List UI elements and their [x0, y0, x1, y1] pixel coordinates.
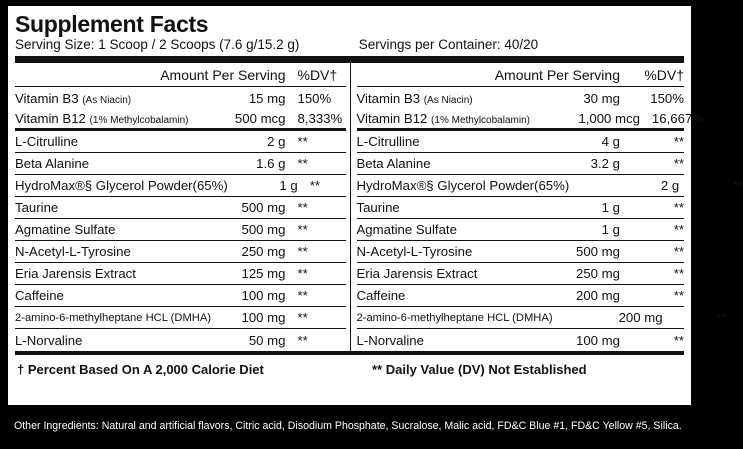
ingredient-row	[15, 131, 346, 153]
ingredient-name: Eria Jarensis Extract	[356, 266, 478, 281]
dv-value: **	[297, 332, 308, 348]
ingredient-name: Agmatine Sulfate	[356, 222, 457, 237]
ingredient-row	[357, 329, 685, 351]
ingredient-row	[357, 197, 685, 219]
dv-note: ** Daily Value (DV) Not Established	[372, 361, 587, 377]
ingredient-name: Caffeine	[15, 288, 64, 303]
ingredient-name: L-Norvaline	[356, 332, 424, 348]
dv-value: **	[673, 244, 684, 259]
vitamin-row	[15, 87, 346, 109]
dv-value: **	[297, 156, 308, 171]
dv-value: **	[716, 310, 727, 325]
column-one-scoop	[15, 63, 350, 351]
supplement-facts-panel	[8, 6, 743, 405]
ingredient-row	[356, 175, 743, 197]
ingredient-row	[15, 329, 346, 351]
nutrient-name-text: Vitamin B3	[356, 90, 421, 106]
dv-value: **	[673, 156, 684, 171]
ingredient-name: N-Acetyl-L-Tyrosine	[15, 244, 131, 259]
nutrient-form: (1% Methylcobalamin)	[89, 115, 189, 126]
nutrient-form: (1% Methylcobalamin)	[431, 115, 530, 126]
ingredient-row	[15, 241, 346, 263]
nutrient-form: (As Niacin)	[423, 94, 473, 106]
ingredient-row	[357, 285, 685, 307]
facts-table	[15, 63, 743, 351]
amount-value: 3.2 g	[590, 156, 620, 171]
dv-value: **	[732, 178, 743, 193]
dv-value: **	[297, 244, 308, 259]
ingredient-name: HydroMax®§ Glycerol Powder(65%)	[15, 178, 228, 193]
percent-note: † Percent Based On A 2,000 Calorie Diet	[17, 361, 264, 377]
ingredient-name: 2-amino-6-methylheptane HCL (DMHA)	[356, 311, 553, 324]
dv-value: **	[297, 310, 308, 325]
ingredient-row	[357, 219, 685, 241]
vitamin-row	[357, 87, 685, 109]
dv-header: %DV†	[644, 66, 684, 83]
nutrient-name-text: Vitamin B3	[15, 90, 79, 106]
serving-info	[15, 36, 684, 54]
dv-value: **	[673, 332, 684, 348]
vitamin-row	[356, 109, 704, 131]
amount-value: 100 mg	[576, 332, 620, 348]
dv-value: **	[673, 266, 684, 281]
amount-per-serving-header: Amount Per Serving	[494, 66, 620, 83]
amount-value: 2 g	[660, 178, 680, 193]
header-row	[357, 63, 685, 87]
dv-value: **	[673, 200, 684, 215]
ingredient-name: Beta Alanine	[15, 156, 90, 171]
dv-value: **	[297, 288, 308, 303]
ingredient-row	[15, 307, 346, 329]
dv-value: **	[297, 266, 308, 281]
nutrient-form: (As Niacin)	[82, 94, 132, 106]
nutrient-name-text: Vitamin B12	[15, 111, 86, 126]
amount-value: 15 mg	[248, 90, 286, 106]
dv-header: %DV†	[297, 66, 338, 83]
amount-value: 1 g	[601, 222, 620, 237]
dv-value: **	[297, 134, 308, 149]
ingredient-name: L-Norvaline	[15, 332, 83, 348]
nutrient-name	[357, 91, 511, 106]
dv-value: **	[309, 178, 320, 193]
amount-value: 200 mg	[618, 310, 663, 325]
amount-value: 30 mg	[583, 90, 620, 106]
dv-value: **	[673, 288, 684, 303]
header-row	[15, 63, 346, 87]
amount-value: 500 mg	[241, 200, 286, 215]
ingredient-row	[15, 263, 346, 285]
vitamin-row	[15, 109, 346, 131]
thick-divider	[15, 56, 684, 63]
amount-per-serving-header: Amount Per Serving	[160, 66, 286, 83]
ingredient-row	[357, 153, 685, 175]
ingredient-name: HydroMax®§ Glycerol Powder(65%)	[356, 178, 570, 193]
dv-value: **	[297, 200, 308, 215]
nutrient-name	[15, 91, 216, 106]
ingredient-name: L-Citrulline	[356, 134, 420, 149]
amount-value: 1,000 mcg	[578, 111, 640, 126]
ingredient-name: Beta Alanine	[356, 156, 431, 171]
dv-value: **	[673, 222, 684, 237]
dv-value: 16,667%	[651, 111, 704, 126]
panel-title: Supplement Facts	[15, 11, 209, 37]
ingredient-row	[15, 153, 346, 175]
amount-value: 4 g	[601, 134, 620, 149]
amount-value: 1.6 g	[256, 156, 286, 171]
nutrient-name	[15, 111, 216, 126]
amount-value: 500 mg	[576, 244, 620, 259]
dv-value: **	[673, 134, 684, 149]
other-ingredients: Other Ingredients: Natural and artificial flavors, Citric acid, Disodium Phosphate, Sucralose, Malic acid, FD&C Blue #1, FD&C Yellow #5, Silica.	[14, 420, 682, 432]
footnotes	[15, 355, 684, 383]
ingredient-name: 2-amino-6-methylheptane HCL (DMHA)	[15, 311, 212, 324]
amount-value: 250 mg	[576, 266, 620, 281]
ingredient-name: Taurine	[356, 200, 400, 215]
ingredient-row	[357, 263, 685, 285]
ingredient-name: Eria Jarensis Extract	[15, 266, 136, 281]
amount-value: 1 g	[279, 178, 298, 193]
dv-value: 150%	[650, 90, 684, 106]
amount-value: 500 mg	[241, 222, 286, 237]
ingredient-row	[357, 241, 685, 263]
ingredient-row	[15, 219, 346, 241]
amount-value: 200 mg	[576, 288, 620, 303]
ingredient-name: Caffeine	[356, 288, 406, 303]
serving-size: Serving Size: 1 Scoop / 2 Scoops (7.6 g/15.2 g)	[15, 37, 300, 52]
ingredient-row	[15, 285, 346, 307]
servings-per-container: Servings per Container: 40/20	[358, 37, 539, 52]
amount-value: 125 mg	[241, 266, 286, 281]
amount-value: 50 mg	[248, 332, 286, 348]
amount-value: 1 g	[601, 200, 620, 215]
amount-value: 2 g	[267, 134, 286, 149]
ingredient-row	[357, 131, 685, 153]
amount-value: 500 mcg	[234, 111, 286, 126]
ingredient-name: L-Citrulline	[15, 134, 79, 149]
amount-value: 250 mg	[241, 244, 286, 259]
ingredient-name: Taurine	[15, 200, 59, 215]
amount-value: 100 mg	[241, 288, 286, 303]
dv-value: 150%	[297, 90, 332, 106]
ingredient-row	[356, 307, 727, 329]
ingredient-name: Agmatine Sulfate	[15, 222, 116, 237]
column-two-scoops	[350, 63, 743, 351]
dv-value: 8,333%	[297, 111, 343, 126]
nutrient-name	[357, 111, 530, 126]
ingredient-row	[15, 175, 346, 197]
ingredient-name: N-Acetyl-L-Tyrosine	[356, 244, 473, 259]
dv-value: **	[297, 222, 308, 237]
amount-value: 100 mg	[241, 310, 286, 325]
nutrient-name-text: Vitamin B12	[356, 111, 428, 126]
ingredient-row	[15, 197, 346, 219]
